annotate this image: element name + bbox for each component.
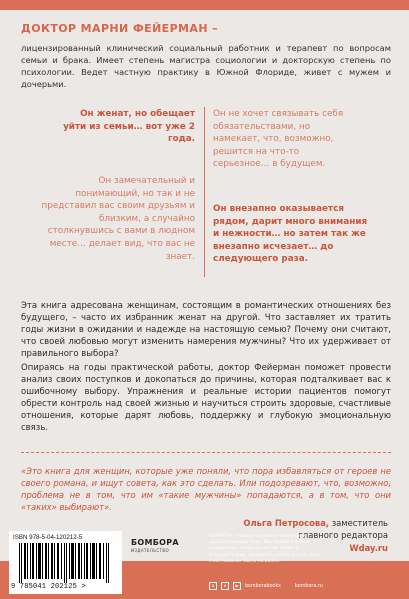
author-bio: лицензированный клинический социальный работник и терапевт по вопросам семьи и брака. Имеет степень магистра социологии и докторскую степень по психологии. Ведет частную практику в Южной Флориде, живет с мужем и дочерьми. [21,43,391,90]
publisher-social [209,582,323,590]
author-title: ДОКТОР МАРНИ ФЕЙЕРМАН – [21,22,219,35]
barcode-panel [9,531,122,594]
review-quote: «Это книга для женщин, которые уже поняли, что пора избавляться от героев не своего романа, и ищут совета, как это сделать. Или подозревают, что, возможно, проблема не в том, что им «такие мужчины» попадаются, а в том, что они «таких» выбирают». [21,466,391,513]
quotes-divider [204,107,205,277]
reviewer-role-1: заместитель [329,518,388,528]
publisher-description: БОМБОРА – лидер на рынке полезных и вдохновляющих книг. Мы любим книги и создаем их, чтобы вы могли творить, открывать мир, пробовать новое, расти. Быть счастливыми. Быть на волне. [209,534,322,564]
publisher-subtitle: ИЗДАТЕЛЬСТВО [131,548,170,553]
youtube-icon: ▶ [233,582,241,590]
review-top-divider [21,452,391,453]
barcode-digits: 9 785041 202125 > [11,583,86,591]
publisher-logo: БОМБОРА [131,538,179,547]
ok-icon: о [221,582,229,590]
publisher-site: bombora.ru [294,583,323,589]
top-accent-bar [0,0,409,10]
social-handle: bomborabooks [245,583,281,589]
reviewer-role-2: главного редактора [298,530,388,541]
reviewer-name: Ольга Петросова, [243,518,330,528]
description-paragraph-2: Опираясь на годы практической работы, доктор Фейерман поможет провести анализ своих поступков и докопаться до причины, которая подталкивает вас к ошибочному выбору. Упражнения и реальные истории пациентов помогут обрести контроль над своей жизнью и научиться строить здоровые, счастливые отношения, которые дарят любовь, поддержку и глубокую эмоциональную связь. [21,363,391,434]
reviewer-site: Wday.ru [349,542,388,553]
quote-left-bottom: Он замечательный и понимающий, но так и не представил вас своим друзьям и близким, а случайно столкнувшись с вами в людном месте… делает вид, что вас не знает. [41,176,195,262]
isbn-label: ISBN 978-5-04-120212-5 [13,534,83,541]
barcode-graphic [19,543,113,583]
description-paragraph-1: Эта книга адресована женщинам, состоящим в романтических отношениях без будущего, – часто их избранник женат на другой. Что заставляет их тратить годы жизни в ожидании и надежде на настоящую семью? Почему они считают, что своей любовью могут изменить намерения мужчины? Что их удерживает от правильного выбора? [21,301,391,360]
quote-right-bottom: Он внезапно оказывается рядом, дарит много внимания и нежности… но затем так же внезапно исчезает… до следующего раза. [213,204,368,265]
quote-right-top: Он не хочет связывать себя обязательствами, но намекает, что, возможно, решится на что-то серьезное… в будущем. [213,109,344,170]
quote-left-top: Он женат, но обещает уйти из семьи… вот уже 2 года. [63,109,195,145]
vk-icon: в [209,582,217,590]
